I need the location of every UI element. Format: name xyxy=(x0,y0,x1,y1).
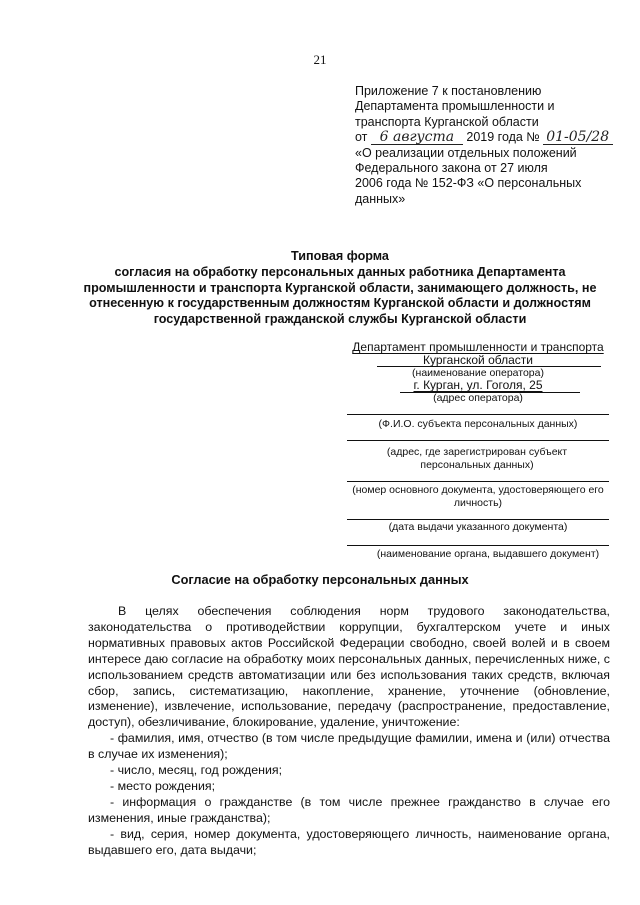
operator-name-line1: Департамент промышленности и транспорта xyxy=(352,340,604,354)
year-label: 2019 года № xyxy=(466,130,540,145)
appendix-date-line xyxy=(355,130,625,145)
appendix-line: «О реализации отдельных положений xyxy=(355,145,577,160)
consent-heading: Согласие на обработку персональных данных xyxy=(171,572,469,587)
issuer-field[interactable] xyxy=(347,545,609,546)
appendix-line: данных» xyxy=(355,191,406,206)
form-subtitle: согласия на обработку персональных данных работника Департамента промышленности и транспорта Курганской области, занимающего должность, не отнесенную к государственным должностям Курганской области и должностям государственной гражданской службы Курганской области xyxy=(83,265,597,326)
operator-name-line2-wrap xyxy=(347,353,609,367)
operator-name-line2: Курганской области xyxy=(423,353,533,367)
document-number-field[interactable] xyxy=(347,481,609,482)
page-number: 21 xyxy=(313,52,327,67)
list-item: - вид, серия, номер документа, удостоверяющего личность, наименование органа, выдавшего его, дата выдачи; xyxy=(88,826,610,857)
appendix-line: Приложение 7 к постановлению xyxy=(355,84,542,98)
subject-fio-field[interactable] xyxy=(347,414,609,415)
document-caption: (номер основного документа, удостоверяющего его личность) xyxy=(352,484,604,509)
form-title: Типовая форма xyxy=(291,249,389,263)
subject-address-field[interactable] xyxy=(347,440,609,441)
handwritten-date: 6 августа xyxy=(371,131,463,145)
appendix-line: 2006 года № 152-ФЗ «О персональных xyxy=(355,176,582,191)
consent-intro: В целях обеспечения соблюдения норм трудового законодательства, законодательства о противодействии коррупции, бухгалтерском учете и иных нормативных правовых актов Российской Федерации свободно, своей волей и в своем интересе даю согласие на обработку моих персональных данных, перечисленных ниже, с использованием средств автоматизации или без использования таких средств, включая сбор, запись, систематизацию, накопление, хранение, уточнение (обновление, изменение), извлечение, использование, передачу (распространение, предоставление, доступ), обезличивание, блокирование, удаление, уничтожение: xyxy=(88,604,610,730)
consent-body xyxy=(88,604,610,859)
list-item: - число, месяц, год рождения; xyxy=(110,763,283,778)
appendix-line: Федерального закона от 27 июля xyxy=(355,161,548,176)
appendix-header xyxy=(355,84,625,207)
subject-fio-caption: (Ф.И.О. субъекта персональных данных) xyxy=(378,418,578,430)
appendix-line: транспорта Курганской области xyxy=(355,114,539,129)
list-item: - фамилия, имя, отчество (в том числе предыдущие фамилии, имена и (или) отчества в случае их изменения); xyxy=(88,731,610,762)
subject-address-caption: (адрес, где зарегистрирован субъект персональных данных) xyxy=(386,446,568,471)
list-item: - информация о гражданстве (в том числе прежнее гражданство в случае его изменения, иные гражданства); xyxy=(88,794,610,825)
operator-address: г. Курган, ул. Гоголя, 25 xyxy=(413,378,543,392)
issue-date-field[interactable] xyxy=(347,519,609,520)
operator-address-caption: (адрес оператора) xyxy=(433,392,523,404)
operator-name-caption: (наименование оператора) xyxy=(412,367,544,379)
list-item: - место рождения; xyxy=(110,778,216,793)
issuer-caption: (наименование органа, выдавшего документ) xyxy=(376,548,600,560)
handwritten-number: 01-05/28 xyxy=(543,131,613,145)
appendix-line: Департамента промышленности и xyxy=(355,99,555,114)
from-label: от xyxy=(355,130,368,145)
issue-date-caption: (дата выдачи указанного документа) xyxy=(388,521,568,533)
